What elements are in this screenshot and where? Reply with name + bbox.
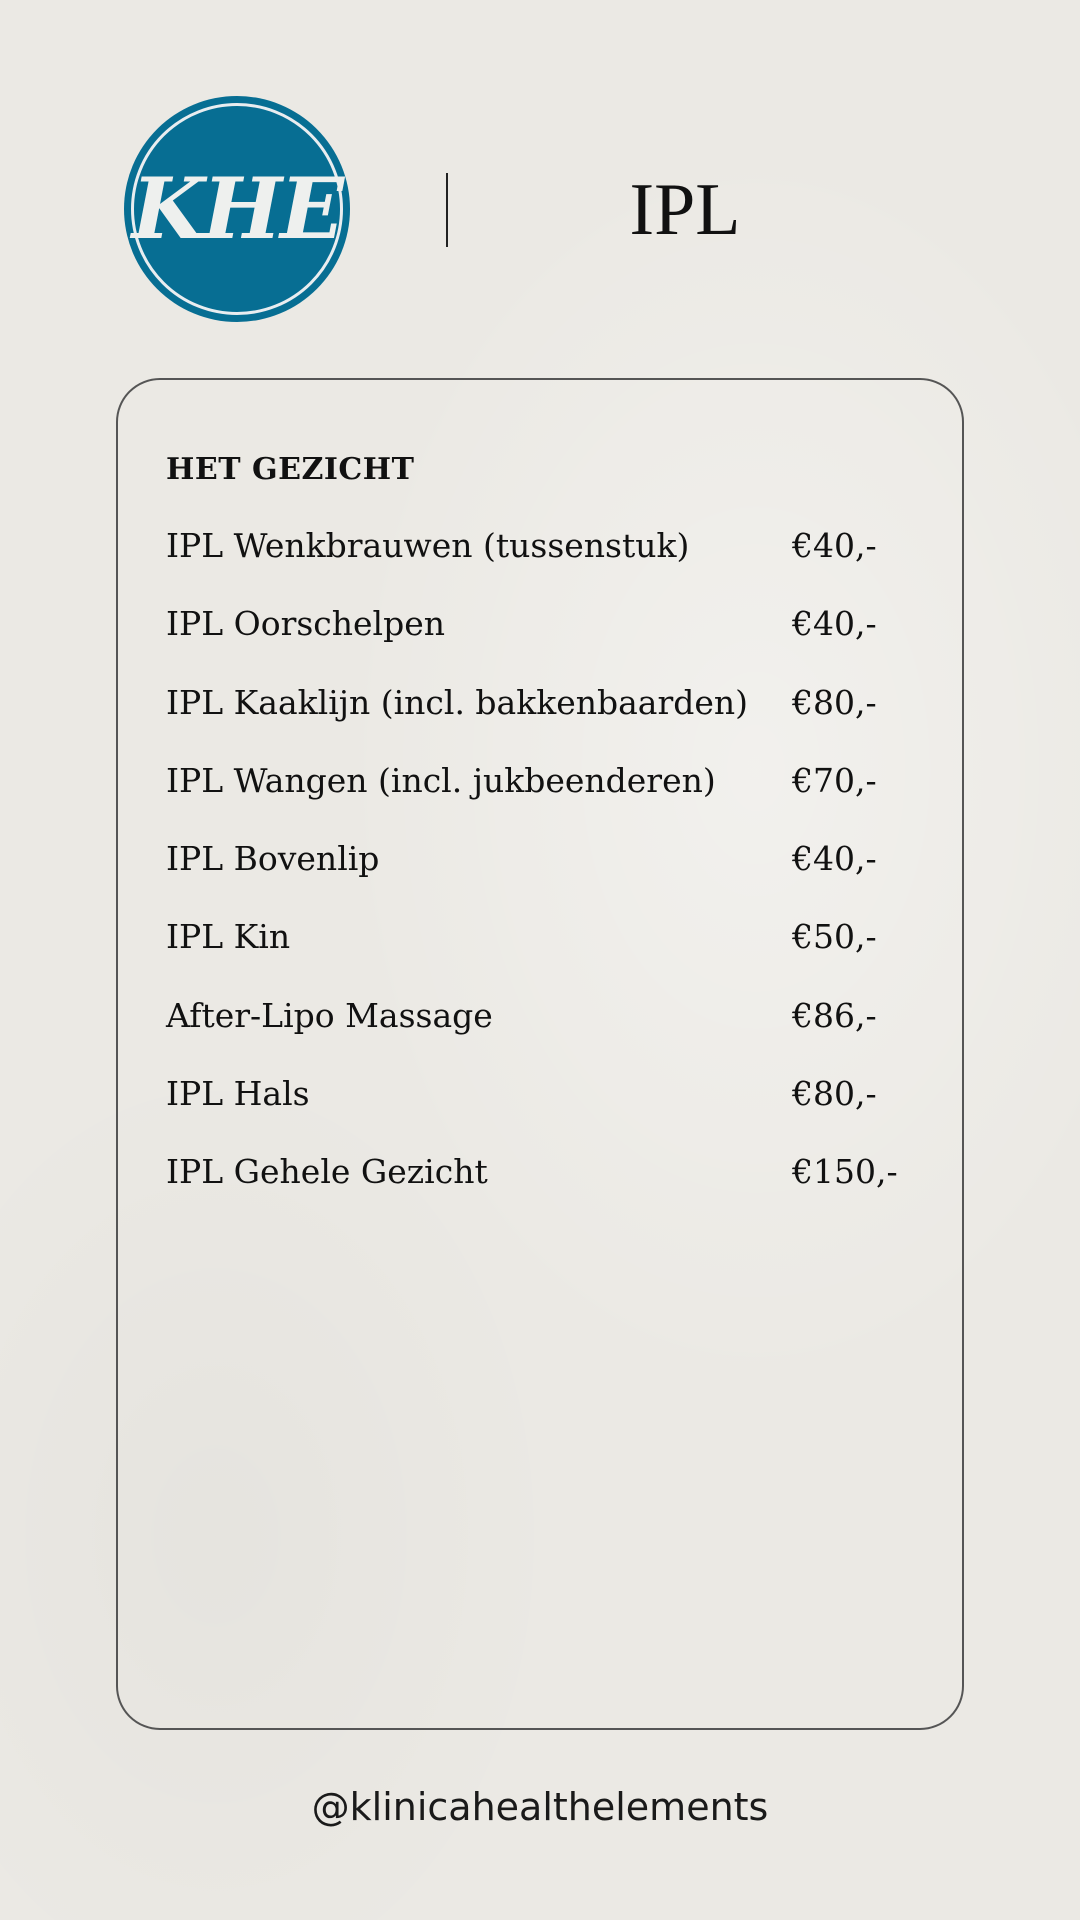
treatment-name: IPL Wangen (incl. jukbeenderen): [166, 760, 716, 800]
treatment-price: €80,-: [792, 682, 877, 722]
treatment-name: After-Lipo Massage: [166, 995, 493, 1035]
treatment-price: €50,-: [792, 917, 877, 957]
treatment-price: €40,-: [792, 526, 877, 565]
brand-logo: [124, 96, 350, 322]
treatment-name: IPL Gehele Gezicht: [166, 1152, 488, 1192]
page-title: IPL: [629, 169, 741, 251]
price-row: [166, 600, 926, 678]
social-handle: @klinicahealthelements: [311, 1785, 769, 1829]
price-row: [166, 913, 926, 991]
price-row: [166, 522, 926, 600]
treatment-name: IPL Kin: [166, 917, 291, 957]
treatment-price: €40,-: [792, 839, 877, 879]
price-row: [166, 992, 926, 1070]
treatment-name: IPL Bovenlip: [166, 839, 380, 879]
treatment-price: €86,-: [792, 995, 877, 1035]
treatment-name: IPL Wenkbrauwen (tussenstuk): [166, 526, 690, 565]
treatment-name: IPL Oorschelpen: [166, 604, 446, 644]
price-row: [166, 679, 926, 757]
treatment-name: IPL Hals: [166, 1074, 310, 1114]
price-list: [166, 522, 926, 1227]
treatment-price: €40,-: [792, 604, 877, 644]
treatment-price: €70,-: [792, 760, 877, 800]
logo-text: KHE: [131, 159, 343, 258]
header-divider: [446, 173, 448, 247]
price-row: [166, 835, 926, 913]
treatment-price: €150,-: [792, 1152, 898, 1192]
treatment-name: IPL Kaaklijn (incl. bakkenbaarden): [166, 682, 749, 722]
price-row: [166, 757, 926, 835]
section-title: HET GEZICHT: [166, 452, 415, 487]
page-header: [0, 0, 1080, 330]
price-row: [166, 1070, 926, 1148]
price-row: [166, 1148, 926, 1226]
treatment-price: €80,-: [792, 1074, 877, 1114]
